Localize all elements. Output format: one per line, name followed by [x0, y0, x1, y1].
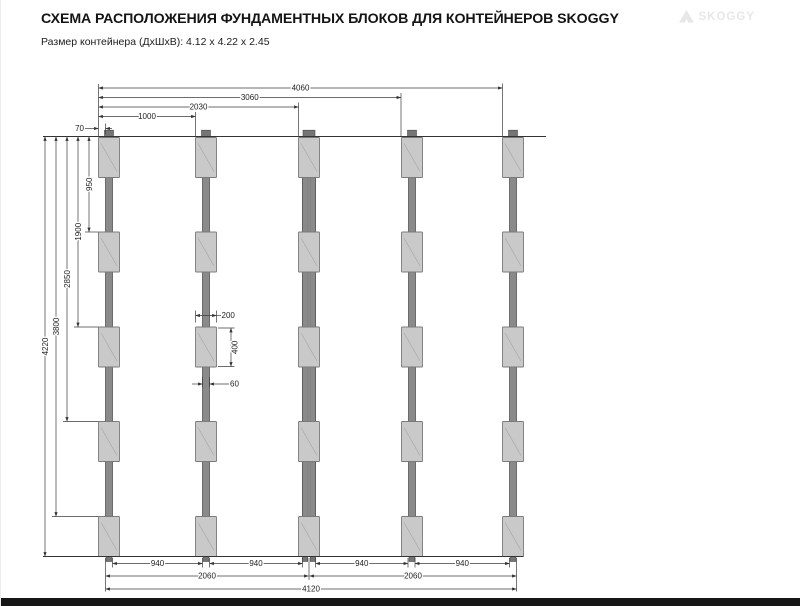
dim-label-2850: 2850 [62, 270, 72, 288]
skoggy-logo-text: SKOGGY [698, 10, 755, 23]
dim-label-940-3: 940 [355, 559, 369, 569]
rail-top-stub [408, 130, 417, 137]
dim-label-3060: 3060 [240, 93, 259, 103]
rail-bottom-stub [310, 557, 315, 562]
dim-label-2060-1: 2060 [198, 571, 216, 581]
dim-label-940-4: 940 [455, 559, 469, 569]
rail-bottom-stub [409, 557, 415, 562]
rail-bottom-stub [510, 557, 516, 562]
dim-label-940-1: 940 [150, 559, 165, 569]
dim-label-400: 400 [230, 340, 240, 354]
dim-label-3800: 3800 [51, 317, 61, 336]
rail-top-stub [509, 130, 518, 137]
dim-label-950: 950 [84, 177, 94, 191]
dim-label-60: 60 [230, 379, 239, 389]
dim-label-4120: 4120 [302, 584, 320, 594]
page-title: СХЕМА РАСПОЛОЖЕНИЯ ФУНДАМЕНТНЫХ БЛОКОВ ДЛЯ КОНТЕЙНЕРОВ SKOGGY [41, 11, 619, 27]
rail-top-stub [202, 130, 211, 137]
dim-label-2030: 2030 [189, 102, 208, 112]
rail-bottom-stub [203, 557, 209, 562]
dim-label-940-2: 940 [249, 559, 263, 569]
footer-bar [1, 598, 800, 606]
dim-label-1000: 1000 [138, 112, 156, 122]
rail-top-stub [303, 130, 315, 137]
dim-label-4220: 4220 [40, 337, 50, 356]
rail-bottom-stub [106, 557, 112, 562]
dim-label-1900: 1900 [73, 222, 83, 241]
dim-label-2060-2: 2060 [404, 571, 422, 581]
dim-label-200: 200 [221, 311, 235, 320]
foundation-layout-diagram [1, 0, 800, 606]
container-size-subtitle: Размер контейнера (ДхШхВ): 4.12 х 4.22 х 2.45 [41, 36, 270, 48]
rail-bottom-stub [302, 557, 307, 562]
dim-label-4060: 4060 [291, 83, 310, 93]
dim-label-70: 70 [75, 124, 84, 133]
